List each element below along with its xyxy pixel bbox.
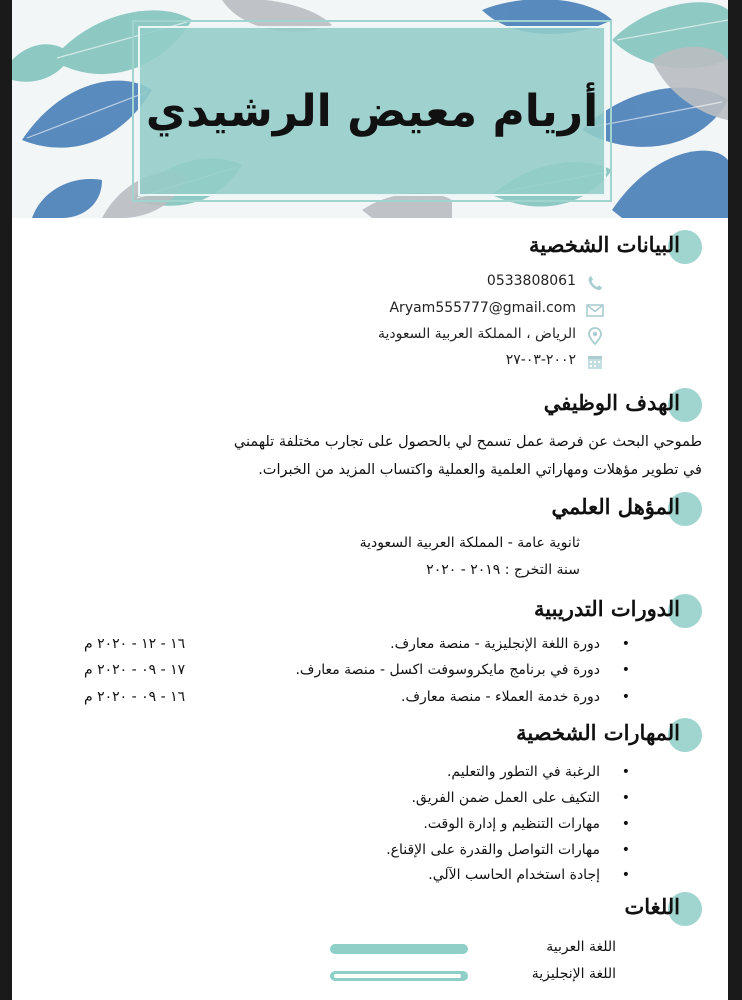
skill-item: • التكيف على العمل ضمن الفريق. xyxy=(411,790,600,806)
education-degree: ثانوية عامة - المملكة العربية السعودية xyxy=(359,535,580,551)
objective-line: في تطوير مؤهلات ومهاراتي العلمية والعملية واكتساب المزيد من الخبرات. xyxy=(258,462,702,478)
header-banner xyxy=(12,0,728,218)
phone-row xyxy=(487,273,576,289)
section-title-objective: الهدف الوظيفي xyxy=(543,390,680,415)
resume-page xyxy=(12,0,728,1000)
skill-item: • الرغبة في التطور والتعليم. xyxy=(447,764,600,780)
language-level-bar xyxy=(330,944,468,954)
calendar-icon xyxy=(586,353,604,371)
location-pin-icon xyxy=(586,327,604,345)
objective-line: طموحي البحث عن فرصة عمل تسمح لي بالحصول على تجارب مختلفة تلهمني xyxy=(233,434,702,450)
course-item: • دورة اللغة الإنجليزية - منصة معارف. xyxy=(390,636,600,652)
skill-item: • إجادة استخدام الحاسب الآلي. xyxy=(428,867,600,883)
section-title-skills: المهارات الشخصية xyxy=(516,720,680,745)
skill-item: • مهارات التواصل والقدرة على الإقناع. xyxy=(386,842,600,858)
course-date: ١٦ - ٠٩ - ٢٠٢٠ م xyxy=(84,689,186,705)
section-title-languages: اللغات xyxy=(624,894,680,919)
course-item: • دورة في برنامج مايكروسوفت اكسل - منصة معارف. xyxy=(295,662,600,678)
skill-item: • مهارات التنظيم و إدارة الوقت. xyxy=(423,816,600,832)
education-graduation: سنة التخرج : ٢٠١٩ - ٢٠٢٠ xyxy=(426,562,580,578)
address: الرياض ، المملكة العربية السعودية xyxy=(377,326,576,342)
section-title-education: المؤهل العلمي xyxy=(551,494,680,519)
language-level-empty xyxy=(334,974,461,978)
course-item: • دورة خدمة العملاء - منصة معارف. xyxy=(401,689,600,705)
phone-icon xyxy=(586,274,604,292)
phone-number: 0533808061 xyxy=(486,273,576,289)
section-title-courses: الدورات التدريبية xyxy=(534,596,680,621)
mail-icon xyxy=(586,301,604,319)
name-box xyxy=(138,26,606,196)
email-row xyxy=(389,300,576,316)
candidate-name: أريام معيض الرشيدي xyxy=(145,86,599,137)
course-date: ١٧ - ٠٩ - ٢٠٢٠ م xyxy=(84,662,186,678)
birthdate-row xyxy=(506,352,576,368)
course-date: ١٦ - ١٢ - ٢٠٢٠ م xyxy=(84,636,186,652)
language-label: اللغة العربية xyxy=(546,939,616,955)
email-address: Aryam555777@gmail.com xyxy=(389,300,576,316)
address-row xyxy=(378,326,576,342)
section-title-personal: البيانات الشخصية xyxy=(529,232,680,257)
objective-text xyxy=(62,428,702,484)
language-label: اللغة الإنجليزية xyxy=(531,966,616,982)
language-level-bar xyxy=(330,971,468,981)
birthdate: ٢٠٠٢-٠٣-٢٧ xyxy=(505,352,576,368)
